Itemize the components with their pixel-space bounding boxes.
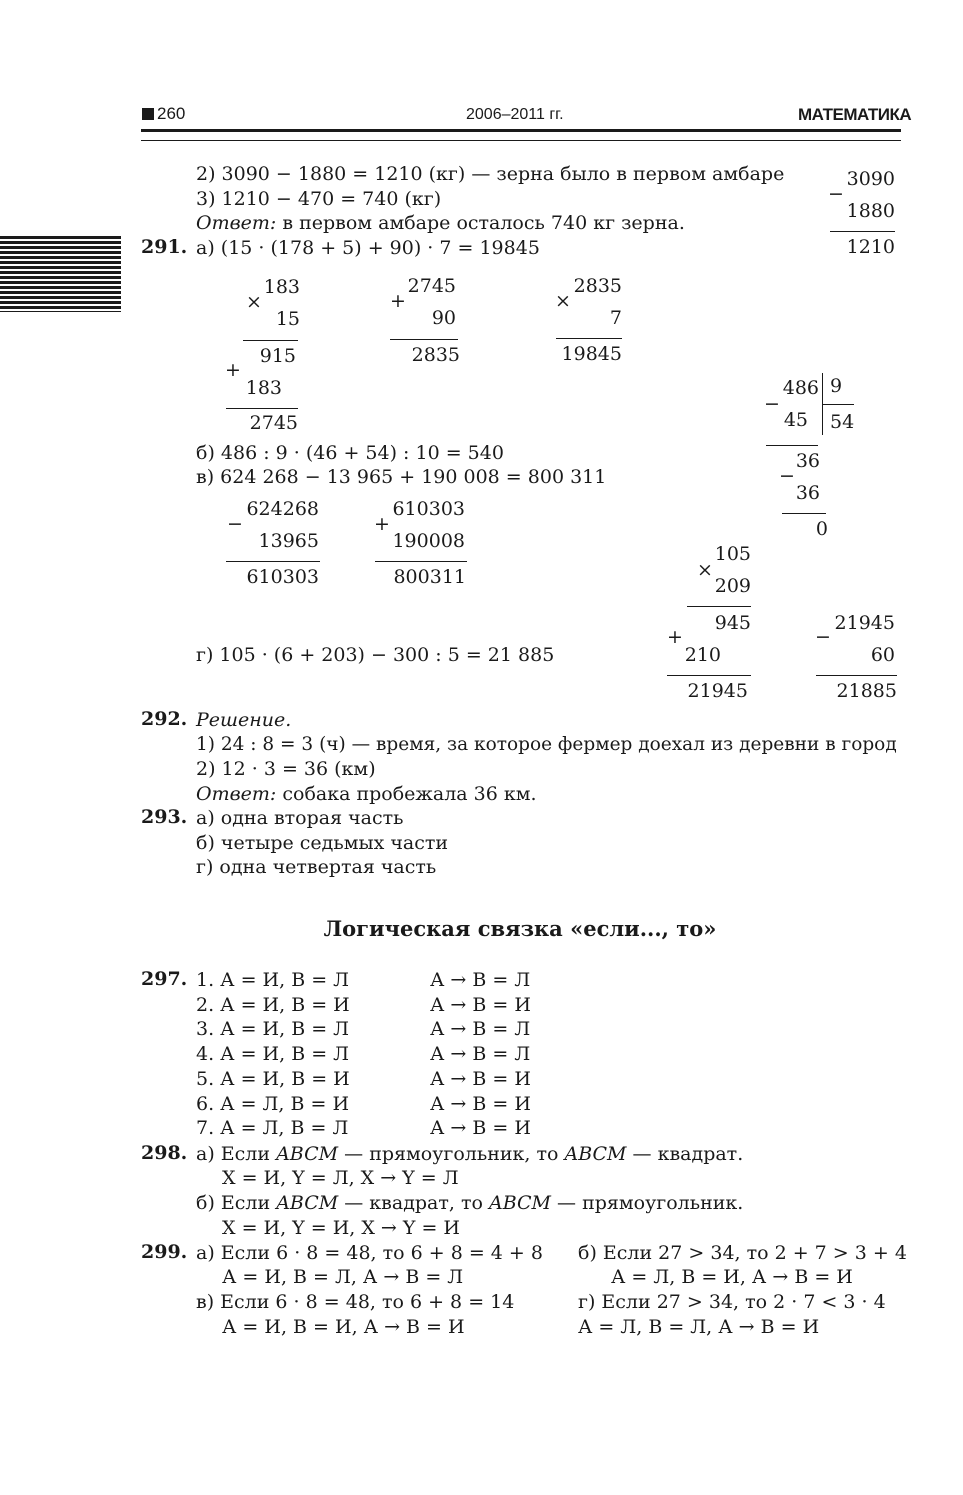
side-tab-stripes: [0, 236, 121, 312]
mul1-p1: 915: [259, 345, 296, 367]
figure-name: ABCM: [276, 1143, 339, 1165]
add2-b: 190008: [392, 530, 465, 552]
sub2-b: 60: [870, 644, 895, 666]
add2-rule: [375, 561, 467, 562]
answer-label: Ответ:: [196, 783, 277, 805]
answer-text: в первом амбаре осталось 740 кг зерна.: [276, 212, 685, 234]
mul3-op: ×: [697, 559, 713, 581]
figure-name: ABCM: [488, 1192, 551, 1214]
add2-op: +: [374, 513, 390, 535]
problem-291-a: а) (15 · (178 + 5) + 90) · 7 = 19845: [196, 237, 540, 259]
problem-299-a2: А = И, В = Л, А → В = Л: [222, 1266, 464, 1288]
problem-299-number: 299.: [141, 1241, 188, 1263]
add2-r: 800311: [393, 566, 466, 588]
sub2-a: 21945: [834, 612, 895, 634]
page-number-marker: [142, 108, 154, 120]
div-s3: 36: [795, 482, 820, 504]
row-2-right: А → В = И: [430, 993, 531, 1016]
text: — прямоугольник.: [551, 1192, 744, 1214]
mul1-b: 15: [275, 308, 300, 330]
row-7-left: 7. А = Л, В = Л: [196, 1117, 349, 1140]
sub1-b: 13965: [258, 530, 319, 552]
page-header: [0, 0, 963, 140]
mul1-a: 183: [263, 276, 300, 298]
problem-293-g: г) одна четвертая часть: [196, 856, 437, 878]
problem-299-b2: А = Л, В = И, А → В = И: [611, 1266, 853, 1288]
text: — прямоугольник, то: [338, 1143, 565, 1165]
div-hbar: [822, 404, 854, 405]
mul3-p1: 945: [714, 612, 751, 634]
problem-298-b2: X = И, Y = И, X → Y = И: [222, 1217, 461, 1239]
figure-name: ABCM: [276, 1192, 339, 1214]
problem-298-number: 298.: [141, 1142, 188, 1164]
problem-298-b: [196, 1191, 743, 1215]
row-3-right: А → В = Л: [430, 1018, 531, 1041]
mul2-a: 2835: [573, 275, 622, 297]
figure-name: ABCM: [564, 1143, 627, 1165]
mul2-b: 7: [609, 307, 622, 329]
top-calc-op: −: [828, 183, 844, 205]
mul1-r: 2745: [249, 412, 298, 434]
sub2-rule: [816, 675, 897, 676]
problem-298-a: [196, 1142, 743, 1166]
add2-a: 610303: [392, 498, 465, 520]
row-2-left: 2. А = И, В = И: [196, 993, 350, 1016]
header-rule-thin: [141, 140, 901, 141]
mul3-rule1: [687, 606, 751, 607]
mul2-rule: [556, 338, 622, 339]
mul3-a: 105: [714, 543, 751, 565]
mul3-r: 21945: [687, 680, 748, 702]
add1-op: +: [390, 290, 406, 312]
problem-291-g: г) 105 · (6 + 203) − 300 : 5 = 21 885: [196, 644, 555, 666]
problem-291-b: б) 486 : 9 · (46 + 54) : 10 = 540: [196, 442, 504, 464]
problem-293-number: 293.: [141, 806, 188, 828]
sub1-a: 624268: [246, 498, 319, 520]
problem-293-b: б) четыре седьмых части: [196, 832, 449, 854]
top-line-3: 3) 1210 − 470 = 740 (кг): [196, 188, 442, 210]
problem-299-a1: а) Если 6 · 8 = 48, то 6 + 8 = 4 + 8: [196, 1242, 543, 1264]
row-4-right: А → В = Л: [430, 1043, 531, 1066]
top-calc-rule: [830, 231, 895, 232]
problem-292-answer: [196, 782, 537, 806]
text: б) Если: [196, 1192, 277, 1214]
header-subject: МАТЕМАТИКА: [798, 105, 912, 124]
mul2-op: ×: [555, 290, 571, 312]
text: а) Если: [196, 1143, 277, 1165]
sub1-r: 610303: [246, 566, 319, 588]
sub1-op: −: [227, 513, 243, 535]
add1-a: 2745: [407, 275, 456, 297]
div-minus2: −: [779, 465, 795, 487]
div-rem: 0: [815, 518, 828, 540]
div-quotient: 54: [830, 411, 855, 433]
top-calc-r: 1210: [846, 236, 895, 258]
mul3-rule2: [667, 675, 751, 676]
row-6-left: 6. А = Л, В = И: [196, 1092, 350, 1115]
sub1-rule: [226, 561, 320, 562]
row-1-right: А → В = Л: [430, 969, 531, 991]
answer-label: Ответ:: [196, 212, 277, 234]
div-s1: 45: [783, 409, 808, 431]
row-6-right: А → В = И: [430, 1092, 531, 1115]
problem-293-a: а) одна вторая часть: [196, 807, 404, 829]
add1-r: 2835: [411, 344, 460, 366]
problem-299-g1: г) Если 27 > 34, то 2 · 7 < 3 · 4: [578, 1291, 886, 1313]
answer-text: собака пробежала 36 км.: [276, 783, 537, 805]
add1-b: 90: [431, 307, 456, 329]
div-dividend: 486: [782, 377, 819, 399]
add1-rule: [390, 339, 458, 340]
top-calc-b: 1880: [846, 200, 895, 222]
page-number: 260: [157, 104, 186, 123]
problem-291-number: 291.: [141, 236, 188, 258]
top-answer: [196, 211, 685, 235]
mul2-r: 19845: [561, 343, 622, 365]
row-3-left: 3. А = И, В = Л: [196, 1018, 350, 1041]
text: — квадрат.: [626, 1143, 744, 1165]
sub2-r: 21885: [836, 680, 897, 702]
div-divisor: 9: [830, 375, 843, 397]
mul1-op: ×: [246, 291, 262, 313]
mul1-rule1: [243, 340, 298, 341]
problem-299-v1: в) Если 6 · 8 = 48, то 6 + 8 = 14: [196, 1291, 515, 1313]
problem-298-a2: X = И, Y = Л, X → Y = Л: [222, 1167, 459, 1189]
problem-292-label: Решение.: [196, 709, 292, 731]
mul3-p2: 210: [684, 644, 721, 666]
problem-299-g2: А = Л, В = Л, А → В = И: [578, 1316, 820, 1338]
section-title: Логическая связка «если..., то»: [323, 916, 717, 941]
problem-297-number: 297.: [141, 968, 188, 990]
text: — квадрат, то: [338, 1192, 489, 1214]
problem-292-number: 292.: [141, 708, 188, 730]
problem-291-v: в) 624 268 − 13 965 + 190 008 = 800 311: [196, 466, 607, 488]
mul1-rule2: [226, 408, 298, 409]
problem-292-line2: 2) 12 · 3 = 36 (км): [196, 758, 376, 780]
mul3-b: 209: [714, 575, 751, 597]
div-s2: 36: [795, 450, 820, 472]
header-years: 2006–2011 гг.: [466, 106, 564, 123]
div-minus1: −: [764, 393, 780, 415]
row-4-left: 4. А = И, В = Л: [196, 1043, 350, 1066]
top-line-2: 2) 3090 − 1880 = 1210 (кг) — зерна было в первом амбаре: [196, 163, 785, 185]
header-rule-thick: [141, 129, 901, 132]
mul3-plus: +: [667, 626, 683, 648]
problem-292-line1: 1) 24 : 8 = 3 (ч) — время, за которое фермер доехал из деревни в город: [196, 734, 897, 755]
div-rule2: [782, 513, 826, 514]
row-5-left: 5. А = И, В = И: [196, 1067, 350, 1090]
problem-299-v2: А = И, В = И, А → В = И: [222, 1316, 465, 1338]
mul1-p2: 183: [245, 377, 282, 399]
div-rule1: [766, 445, 818, 446]
mul1-plus: +: [225, 359, 241, 381]
sub2-op: −: [815, 626, 831, 648]
row-1-left: 1. А = И, В = Л: [196, 969, 350, 991]
problem-299-b1: б) Если 27 > 34, то 2 + 7 > 3 + 4: [578, 1242, 907, 1264]
row-7-right: А → В = И: [430, 1117, 531, 1140]
row-5-right: А → В = И: [430, 1067, 531, 1090]
top-calc-a: 3090: [846, 168, 895, 190]
